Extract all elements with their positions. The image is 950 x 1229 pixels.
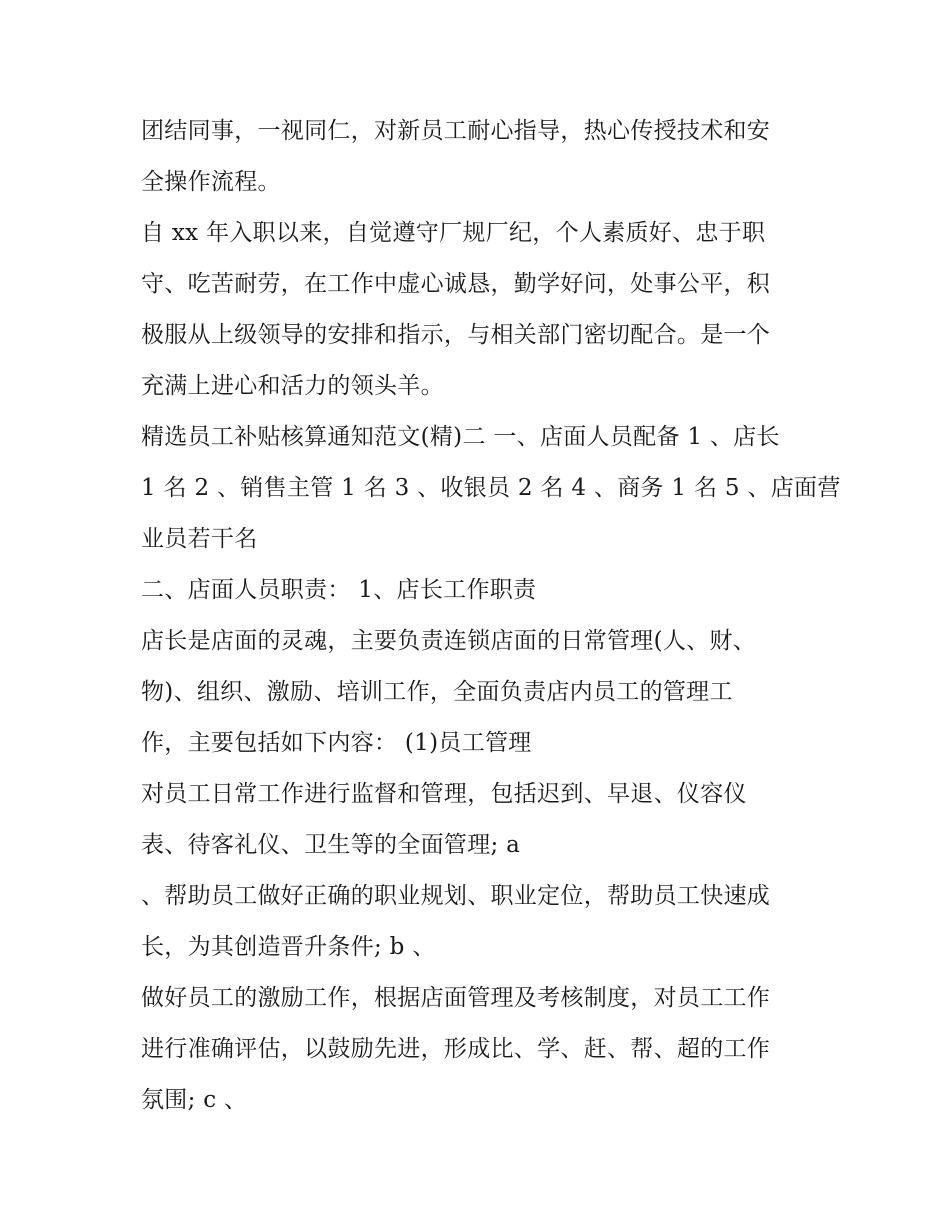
text-line: 全操作流程。 — [141, 169, 281, 195]
text-line: 作，主要包括如下内容： (1)员工管理 — [141, 730, 532, 756]
text-line: 做好员工的激励工作，根据店面管理及考核制度，对员工工作 — [141, 985, 771, 1011]
text-line: 守、吃苦耐劳，在工作中虚心诚恳，勤学好问，处事公平，积 — [141, 271, 771, 297]
text-line: 精选员工补贴核算通知范文(精)二 一、店面人员配备 1 、店长 — [141, 424, 780, 450]
text-line: 物)、组织、激励、培训工作，全面负责店内员工的管理工 — [141, 679, 733, 705]
text-line: 团结同事，一视同仁，对新员工耐心指导，热心传授技术和安 — [141, 118, 771, 144]
text-line: 对员工日常工作进行监督和管理，包括迟到、早退、仪容仪 — [141, 781, 747, 807]
text-line: 进行准确评估，以鼓励先进，形成比、学、赶、帮、超的工作 — [141, 1036, 771, 1062]
document-body — [141, 106, 841, 1126]
text-line: 业员若干名 — [141, 526, 258, 552]
text-line: 1 名 2 、销售主管 1 名 3 、收银员 2 名 4 、商务 1 名 5 、店面营 — [141, 475, 841, 501]
text-line: 自 xx 年入职以来，自觉遵守厂规厂纪，个人素质好、忠于职 — [141, 220, 766, 246]
text-line: 、帮助员工做好正确的职业规划、职业定位，帮助员工快速成 — [141, 883, 771, 909]
text-line: 店长是店面的灵魂，主要负责连锁店面的日常管理(人、财、 — [141, 628, 757, 654]
text-line: 二、店面人员职责： 1、店长工作职责 — [141, 577, 537, 603]
text-line: 长，为其创造晋升条件; b 、 — [141, 934, 436, 960]
text-line: 充满上进心和活力的领头羊。 — [141, 373, 444, 399]
text-line: 表、待客礼仪、卫生等的全面管理; a — [141, 832, 521, 858]
text-line: 氛围; c 、 — [141, 1087, 248, 1113]
text-line: 极服从上级领导的安排和指示，与相关部门密切配合。是一个 — [141, 322, 771, 348]
